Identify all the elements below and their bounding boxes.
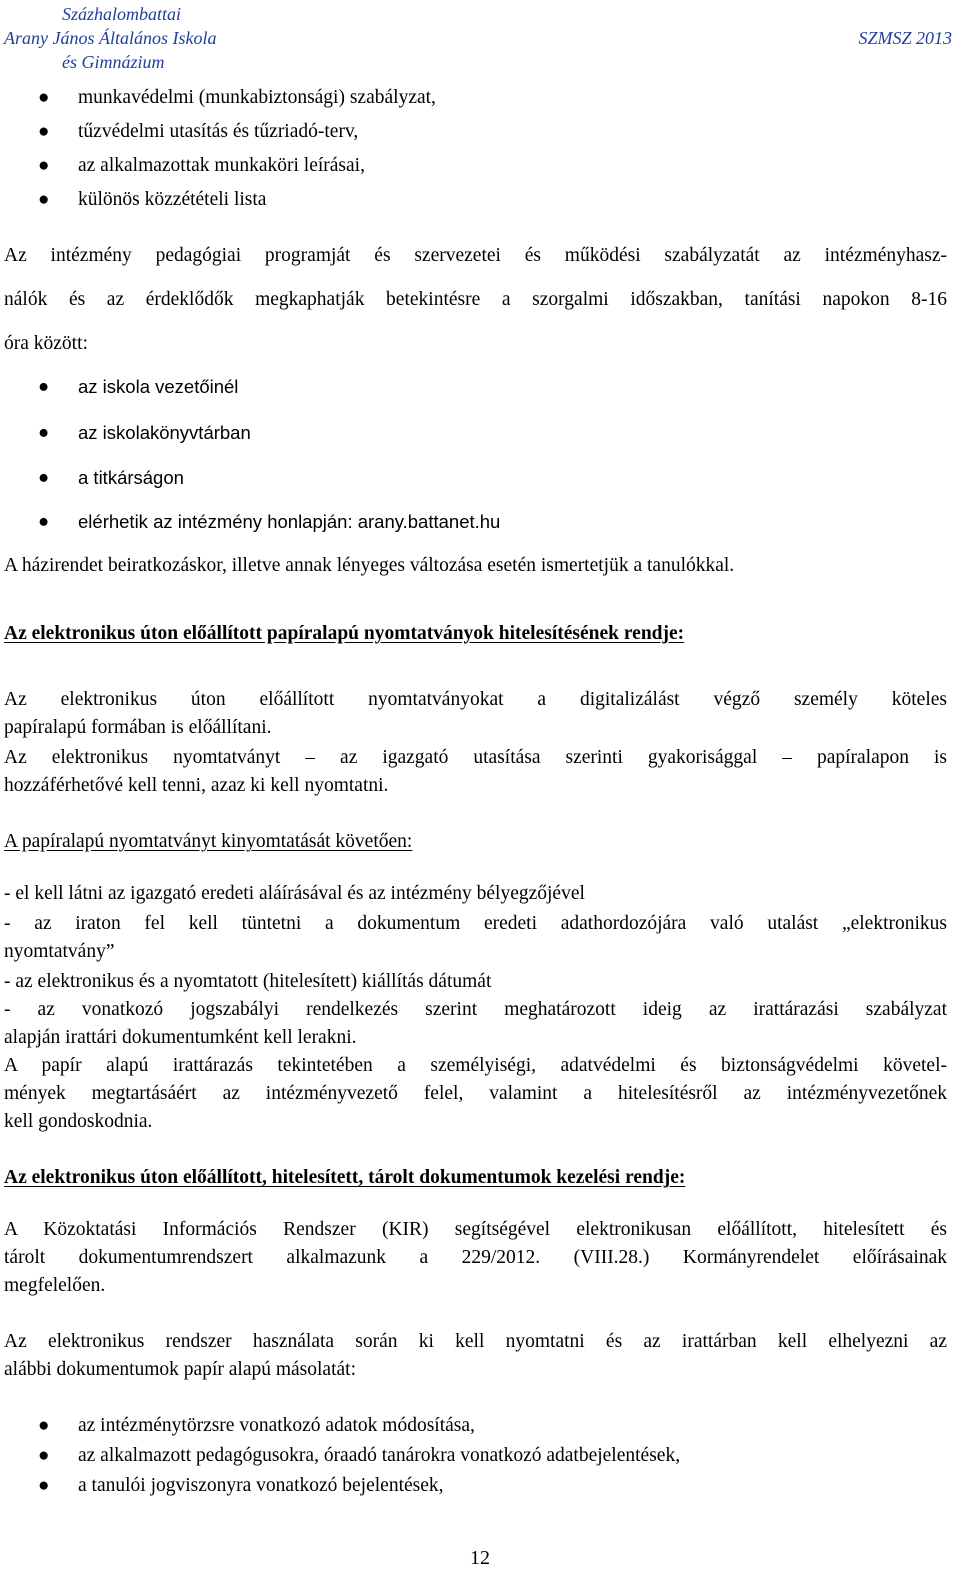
- bullet-icon: ●: [38, 155, 50, 176]
- school-name-line-3: és Gimnázium: [62, 52, 165, 72]
- paragraph-line: A papír alapú irattárazás tekintetében a személyiségi, adatvédelmi és biztonságvédelmi követel-: [4, 1055, 947, 1076]
- paragraph-line: óra között:: [4, 333, 88, 354]
- page-number: 12: [470, 1547, 490, 1569]
- step-line: - el kell látni az igazgató eredeti aláírásával és az intézmény bélyegzőjével: [4, 883, 585, 904]
- bullet-icon: ●: [38, 510, 50, 531]
- paragraph-line: alábbi dokumentumok papír alapú másolatát:: [4, 1359, 356, 1380]
- paragraph-line: A Közoktatási Információs Rendszer (KIR) segítségével elektronikusan előállított, hitelesített és: [4, 1219, 947, 1240]
- list-item: tűzvédelmi utasítás és tűzriadó-terv,: [78, 121, 359, 142]
- paragraph-line: nálók és az érdeklődők megkaphatják betekintésre a szorgalmi időszakban, tanítási napokon 8-16: [4, 289, 947, 310]
- bullet-icon: ●: [38, 1475, 50, 1496]
- bullet-icon: ●: [38, 121, 50, 142]
- paragraph-line: papíralapú formában is előállítani.: [4, 717, 272, 738]
- paragraph-line: Az elektronikus rendszer használata során ki kell nyomtatni és az irattárban kell elhelyezni az: [4, 1331, 947, 1352]
- step-line: - az vonatkozó jogszabályi rendelkezés szerint meghatározott ideig az irattárazási szabályzat: [4, 999, 947, 1020]
- paragraph-line: tárolt dokumentumrendszert alkalmazunk a 229/2012. (VIII.28.) Kormányrendelet előírásainak: [4, 1247, 947, 1268]
- bullet-icon: ●: [38, 1445, 50, 1466]
- step-line: - az iraton fel kell tüntetni a dokumentum eredeti adathordozójára való utalást „elektronikus: [4, 913, 947, 934]
- list-item: az iskola vezetőinél: [78, 376, 239, 397]
- paragraph-line: hozzáférhetővé kell tenni, azaz ki kell nyomtatni.: [4, 775, 389, 796]
- step-line: alapján irattári dokumentumként kell lerakni.: [4, 1027, 357, 1048]
- step-line: - az elektronikus és a nyomtatott (hitelesített) kiállítás dátumát: [4, 971, 492, 992]
- list-item: az intézménytörzsre vonatkozó adatok módosítása,: [78, 1415, 475, 1436]
- document-code: SZMSZ 2013: [858, 28, 952, 48]
- paragraph-line: kell gondoskodnia.: [4, 1111, 153, 1132]
- paragraph-line: Az elektronikus nyomtatványt – az igazgató utasítása szerinti gyakorisággal – papíralapon is: [4, 747, 947, 768]
- list-item: a titkárságon: [78, 467, 184, 488]
- bullet-icon: ●: [38, 466, 50, 487]
- bullet-icon: ●: [38, 189, 50, 210]
- subheading: A papíralapú nyomtatványt kinyomtatását követően:: [4, 831, 413, 852]
- page-header: [0, 0, 960, 78]
- bullet-icon: ●: [38, 1415, 50, 1436]
- school-name-line-1: Százhalombattai: [62, 4, 182, 24]
- paragraph-line: Az intézmény pedagógiai programját és szervezetei és működési szabályzatát az intézményhasz-: [4, 245, 947, 266]
- step-line: nyomtatvány”: [4, 941, 115, 962]
- list-item: az iskolakönyvtárban: [78, 422, 251, 443]
- list-item: munkavédelmi (munkabiztonsági) szabályzat,: [78, 87, 436, 108]
- section-heading: Az elektronikus úton előállított papíralapú nyomtatványok hitelesítésének rendje:: [4, 623, 685, 644]
- list-item: különös közzétételi lista: [78, 189, 267, 210]
- bullet-icon: ●: [38, 421, 50, 442]
- bullet-icon: ●: [38, 87, 50, 108]
- list-item: az alkalmazott pedagógusokra, óraadó tanárokra vonatkozó adatbejelentések,: [78, 1445, 681, 1466]
- paragraph-line: megfelelően.: [4, 1275, 106, 1296]
- paragraph-line: mények megtartásáért az intézményvezető felel, valamint a hitelesítésről az intézményvezetőnek: [4, 1083, 947, 1104]
- bullet-icon: ●: [38, 375, 50, 396]
- list-item: az alkalmazottak munkaköri leírásai,: [78, 155, 365, 176]
- paragraph-line: Az elektronikus úton előállított nyomtatványokat a digitalizálást végző személy köteles: [4, 689, 947, 710]
- paragraph-line: A házirendet beiratkozáskor, illetve annak lényeges változása esetén ismertetjük a tanulókkal.: [4, 555, 735, 576]
- section-heading: Az elektronikus úton előállított, hitelesített, tárolt dokumentumok kezelési rendje:: [4, 1167, 686, 1188]
- list-item: elérhetik az intézmény honlapján: arany.battanet.hu: [78, 511, 501, 532]
- list-item: a tanulói jogviszonyra vonatkozó bejelentések,: [78, 1475, 444, 1496]
- school-name-line-2: Arany János Általános Iskola: [4, 28, 217, 48]
